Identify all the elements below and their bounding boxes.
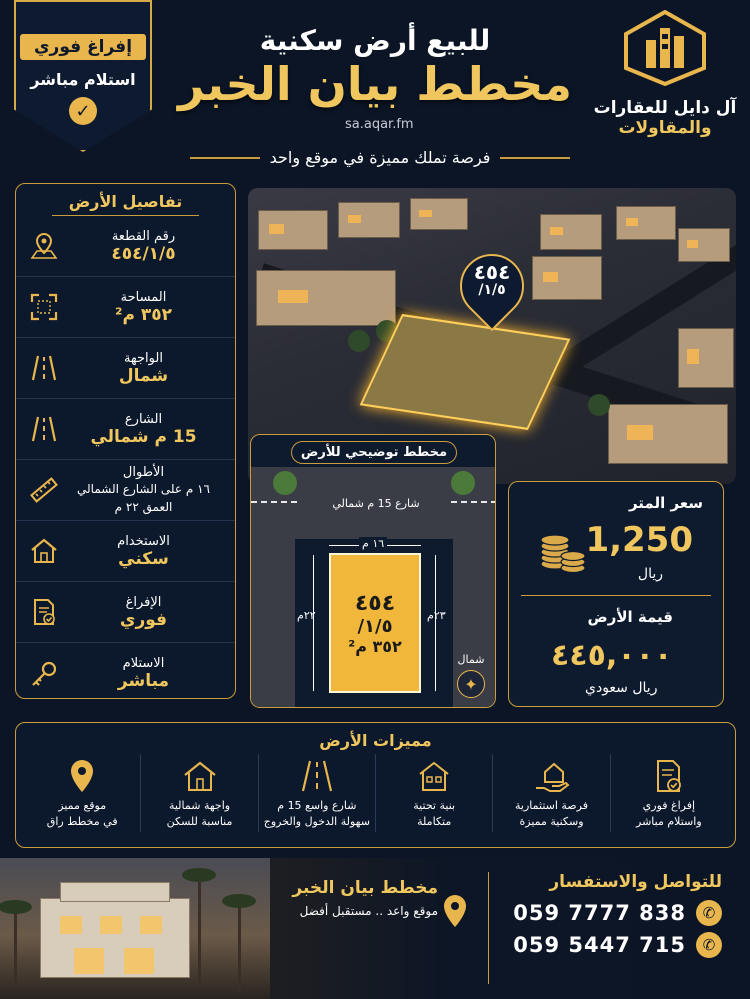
palm-leaves [222, 894, 256, 908]
divider [190, 157, 260, 159]
coins-icon [537, 524, 589, 580]
villa-window [60, 916, 82, 934]
document-check-icon [652, 756, 686, 796]
palm-leaves [182, 868, 216, 882]
house [678, 228, 730, 262]
total-price-unit: ريال سعودي [585, 680, 658, 696]
feature-line-2: واستلام مباشر [636, 814, 702, 828]
hand-house-icon [533, 756, 571, 796]
detail-value: شمال [118, 365, 169, 386]
building-logo-icon [624, 10, 706, 86]
feature-item [140, 754, 257, 832]
detail-value: فوري [119, 609, 168, 630]
detail-row-usage [16, 521, 235, 582]
header-subtitle: للبيع أرض سكنية [259, 24, 491, 57]
plot-pin-label [460, 262, 524, 298]
tagline: فرصة تملك مميزة في موقع واحد [269, 148, 491, 167]
ruler-icon [26, 472, 62, 508]
feature-line-1: شارع واسع 15 م [277, 799, 357, 812]
footer [0, 858, 750, 999]
building-icon [416, 756, 452, 796]
divider [500, 157, 570, 159]
road-icon [26, 411, 62, 447]
detail-label: الإفراغ [125, 594, 162, 610]
palm-trunk [198, 878, 201, 988]
price-total [521, 595, 711, 708]
footer-brand-title: مخطط بيان الخبر [292, 878, 438, 898]
neighbor-plot [251, 539, 295, 708]
villa-photo [0, 858, 270, 999]
house-icon [182, 756, 218, 796]
lot-block: /١/٥ [357, 615, 393, 637]
tree [348, 330, 370, 352]
total-price-value: ٤٤٥,٠٠٠ [551, 638, 673, 673]
detail-value-line-2: العمق ٢٢ م [114, 499, 173, 514]
feature-line-2: وسكنية مميزة [519, 814, 584, 828]
detail-value: ٤٥٤/١/٥ [111, 243, 176, 264]
phone-row[interactable] [500, 900, 722, 926]
price-per-meter [509, 482, 723, 595]
plan-title: مخطط توضيحي للأرض [291, 441, 457, 464]
detail-label: الأطوال [122, 464, 165, 480]
lot-number: ٤٥٤ [354, 590, 396, 616]
plan-street-label: شارع 15 م شمالي [301, 497, 451, 510]
plot-lot [329, 553, 421, 693]
detail-row-transfer [16, 582, 235, 643]
detail-row-handover [16, 643, 235, 704]
details-title: تفاصيل الأرض [52, 192, 199, 216]
pin-line-1: ٤٥٤ [473, 260, 511, 284]
features-title: مميزات الأرض [319, 731, 432, 750]
phone-number[interactable]: 059 7777 838 [513, 901, 686, 925]
badge-title: إفراغ فوري [20, 34, 146, 60]
feature-line-2: متكاملة [417, 814, 452, 828]
house-icon [26, 533, 62, 569]
phone-icon: ✆ [696, 932, 722, 958]
area-frame-icon [26, 289, 62, 325]
total-price-label: قيمة الأرض [587, 608, 673, 626]
pin-line-2: /١/٥ [478, 282, 506, 298]
document-check-icon [26, 594, 62, 630]
features-panel [15, 722, 736, 848]
footer-brand-subtitle: موقع واعد .. مستقبل أفضل [299, 904, 438, 918]
road-icon [26, 350, 62, 386]
detail-row-area [16, 277, 235, 338]
house [338, 202, 400, 238]
logo-line-1: آل دايل للعقارات [593, 98, 737, 118]
villa-window [140, 916, 162, 934]
detail-value: 15 م شمالي [90, 426, 197, 447]
depth-dimension-left: ٢٢م [297, 609, 316, 622]
detail-value: مباشر [117, 671, 170, 691]
detail-row-dimensions [16, 460, 235, 521]
feature-line-2: مناسبة للسكن [166, 814, 233, 828]
north-indicator [457, 653, 485, 698]
tree [588, 394, 610, 416]
feature-line-1: موقع مميز [58, 799, 107, 812]
feature-line-1: بنية تحتية [413, 799, 456, 812]
villa-roof [60, 882, 170, 902]
feature-item [492, 754, 609, 832]
key-icon [26, 656, 62, 692]
detail-label: رقم القطعة [111, 228, 176, 244]
location-pin-icon [67, 756, 97, 796]
header-title-block [160, 24, 590, 112]
detail-label: الواجهة [124, 350, 163, 366]
logo-line-2: والمقاولات [618, 118, 712, 138]
site-plan [250, 434, 496, 708]
company-logo [590, 10, 740, 138]
depth-dimension-line [435, 555, 436, 691]
house [256, 270, 396, 326]
detail-label: الاستخدام [117, 533, 170, 549]
detail-row-plot-number [16, 216, 235, 277]
price-per-meter-label: سعر المتر [628, 494, 703, 512]
detail-label: المساحة [120, 289, 167, 305]
detail-value: سكني [118, 548, 169, 569]
feature-line-1: واجهة شمالية [168, 799, 231, 812]
feature-item [375, 754, 492, 832]
detail-row-facade [16, 338, 235, 399]
feature-line-2: في مخطط راق [46, 814, 118, 828]
header-title: مخطط بيان الخبر [178, 57, 572, 111]
offer-badge [14, 0, 152, 152]
feature-item [610, 754, 727, 832]
price-box [508, 481, 724, 707]
road-icon [299, 756, 335, 796]
depth-dimension-line [313, 555, 314, 691]
depth-dimension-right: ٢٣م [427, 609, 446, 622]
compass-icon: ✦ [457, 670, 485, 698]
house [616, 206, 676, 240]
detail-value: ٣٥٢ م² [115, 304, 172, 325]
tagline-row [190, 148, 570, 167]
tree [273, 471, 297, 495]
detail-label: الاستلام [122, 656, 165, 671]
location-pin-icon [442, 894, 468, 932]
map-pin-icon [26, 228, 62, 264]
lot-area: ٣٥٢ م² [348, 636, 402, 656]
villa-window [100, 916, 122, 934]
house [608, 404, 728, 464]
house [410, 198, 468, 230]
north-label: شمال [457, 653, 485, 666]
phone-icon: ✆ [696, 900, 722, 926]
check-icon: ✓ [69, 97, 97, 125]
phone-number[interactable]: 059 5447 715 [513, 933, 686, 957]
detail-value-line-1: ١٦ م على الشارع الشمالي [77, 481, 210, 496]
feature-line-2: سهولة الدخول والخروج [263, 814, 370, 828]
price-per-meter-value: 1,250 [585, 520, 693, 560]
house [258, 210, 328, 250]
palm-trunk [238, 902, 241, 992]
feature-item [24, 754, 140, 832]
feature-item [258, 754, 375, 832]
detail-row-street [16, 399, 235, 460]
contact-block [500, 872, 722, 958]
badge-subtitle: استلام مباشر [30, 70, 136, 89]
land-details-panel [15, 183, 236, 699]
house [540, 214, 602, 250]
feature-line-1: فرصة استثمارية [515, 799, 588, 812]
width-dimension: ١٦ م [359, 537, 387, 550]
watermark: sa.aqar.fm [345, 117, 414, 132]
detail-label: الشارع [124, 411, 163, 427]
phone-row[interactable] [500, 932, 722, 958]
house [678, 328, 734, 388]
price-per-meter-unit: ريال [637, 566, 663, 582]
villa-window [74, 948, 104, 974]
villa-window [124, 948, 154, 974]
palm-leaves [0, 900, 32, 914]
tree [451, 471, 475, 495]
palm-trunk [14, 908, 17, 988]
contact-title: للتواصل والاستفسار [549, 872, 722, 892]
house [532, 256, 602, 300]
footer-divider [488, 872, 489, 984]
villa-building [40, 898, 190, 978]
feature-line-1: إفراغ فوري [642, 799, 696, 812]
